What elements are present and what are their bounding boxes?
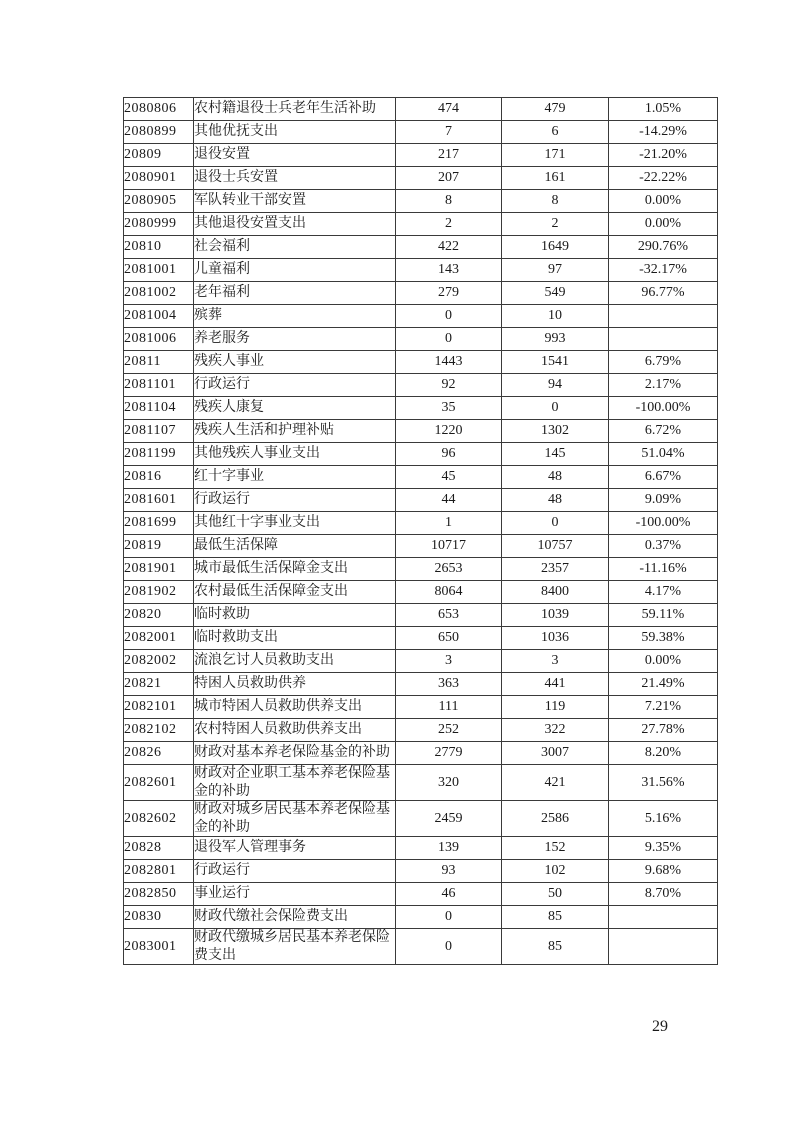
budget-value-cell: 7 xyxy=(396,121,502,144)
code-cell: 2081001 xyxy=(124,259,194,282)
change-percent-cell: -100.00% xyxy=(609,397,718,420)
table-row xyxy=(124,860,718,883)
code-cell: 2080806 xyxy=(124,98,194,121)
budget-value-cell: 474 xyxy=(396,98,502,121)
table-row xyxy=(124,604,718,627)
table-row xyxy=(124,167,718,190)
item-name-cell: 退役军人管理事务 xyxy=(194,837,396,860)
budget-value-cell: 2779 xyxy=(396,742,502,765)
table-row xyxy=(124,929,718,965)
change-percent-cell: 0.00% xyxy=(609,650,718,673)
table-row xyxy=(124,837,718,860)
change-percent-cell: -100.00% xyxy=(609,512,718,535)
budget-value-cell: 2653 xyxy=(396,558,502,581)
change-percent-cell: 9.68% xyxy=(609,860,718,883)
code-cell: 2080899 xyxy=(124,121,194,144)
table-row xyxy=(124,801,718,837)
budget-value-cell: 2 xyxy=(396,213,502,236)
item-name-cell: 行政运行 xyxy=(194,374,396,397)
final-value-cell: 1649 xyxy=(502,236,609,259)
final-value-cell: 3007 xyxy=(502,742,609,765)
code-cell: 20820 xyxy=(124,604,194,627)
budget-value-cell: 1220 xyxy=(396,420,502,443)
change-percent-cell: 31.56% xyxy=(609,765,718,801)
code-cell: 2082801 xyxy=(124,860,194,883)
code-cell: 2080905 xyxy=(124,190,194,213)
final-value-cell: 0 xyxy=(502,397,609,420)
item-name-cell: 其他优抚支出 xyxy=(194,121,396,144)
table-row xyxy=(124,765,718,801)
final-value-cell: 479 xyxy=(502,98,609,121)
budget-expenditure-table xyxy=(123,97,718,965)
item-name-cell: 养老服务 xyxy=(194,328,396,351)
change-percent-cell: 0.00% xyxy=(609,213,718,236)
table-row xyxy=(124,742,718,765)
budget-value-cell: 46 xyxy=(396,883,502,906)
budget-value-cell: 0 xyxy=(396,328,502,351)
table-row xyxy=(124,144,718,167)
table-row xyxy=(124,558,718,581)
code-cell: 2082001 xyxy=(124,627,194,650)
final-value-cell: 50 xyxy=(502,883,609,906)
budget-value-cell: 320 xyxy=(396,765,502,801)
code-cell: 2082102 xyxy=(124,719,194,742)
final-value-cell: 2586 xyxy=(502,801,609,837)
code-cell: 2082002 xyxy=(124,650,194,673)
final-value-cell: 10 xyxy=(502,305,609,328)
final-value-cell: 1036 xyxy=(502,627,609,650)
table-row xyxy=(124,420,718,443)
item-name-cell: 残疾人生活和护理补贴 xyxy=(194,420,396,443)
code-cell: 20826 xyxy=(124,742,194,765)
budget-value-cell: 35 xyxy=(396,397,502,420)
change-percent-cell: 2.17% xyxy=(609,374,718,397)
budget-value-cell: 1 xyxy=(396,512,502,535)
final-value-cell: 152 xyxy=(502,837,609,860)
table-row xyxy=(124,719,718,742)
final-value-cell: 94 xyxy=(502,374,609,397)
table-row xyxy=(124,374,718,397)
item-name-cell: 行政运行 xyxy=(194,489,396,512)
item-name-cell: 城市最低生活保障金支出 xyxy=(194,558,396,581)
code-cell: 20816 xyxy=(124,466,194,489)
final-value-cell: 85 xyxy=(502,929,609,965)
code-cell: 20821 xyxy=(124,673,194,696)
final-value-cell: 97 xyxy=(502,259,609,282)
change-percent-cell: 6.79% xyxy=(609,351,718,374)
item-name-cell: 社会福利 xyxy=(194,236,396,259)
table-row xyxy=(124,190,718,213)
item-name-cell: 农村特困人员救助供养支出 xyxy=(194,719,396,742)
item-name-cell: 红十字事业 xyxy=(194,466,396,489)
final-value-cell: 993 xyxy=(502,328,609,351)
change-percent-cell: 51.04% xyxy=(609,443,718,466)
final-value-cell: 102 xyxy=(502,860,609,883)
change-percent-cell: 8.20% xyxy=(609,742,718,765)
change-percent-cell: 1.05% xyxy=(609,98,718,121)
budget-value-cell: 3 xyxy=(396,650,502,673)
change-percent-cell: 6.67% xyxy=(609,466,718,489)
budget-value-cell: 44 xyxy=(396,489,502,512)
table-row xyxy=(124,627,718,650)
table-row xyxy=(124,650,718,673)
code-cell: 2081601 xyxy=(124,489,194,512)
table-row xyxy=(124,397,718,420)
change-percent-cell: 9.09% xyxy=(609,489,718,512)
final-value-cell: 2 xyxy=(502,213,609,236)
budget-value-cell: 0 xyxy=(396,305,502,328)
budget-value-cell: 0 xyxy=(396,906,502,929)
final-value-cell: 2357 xyxy=(502,558,609,581)
table-row xyxy=(124,696,718,719)
page-number: 29 xyxy=(652,1018,668,1035)
code-cell: 20828 xyxy=(124,837,194,860)
table-row xyxy=(124,213,718,236)
item-name-cell: 老年福利 xyxy=(194,282,396,305)
table-row xyxy=(124,98,718,121)
change-percent-cell: 5.16% xyxy=(609,801,718,837)
budget-value-cell: 96 xyxy=(396,443,502,466)
budget-value-cell: 143 xyxy=(396,259,502,282)
budget-table-body xyxy=(124,98,718,965)
change-percent-cell: 59.38% xyxy=(609,627,718,650)
budget-value-cell: 8064 xyxy=(396,581,502,604)
item-name-cell: 残疾人康复 xyxy=(194,397,396,420)
code-cell: 20809 xyxy=(124,144,194,167)
budget-value-cell: 111 xyxy=(396,696,502,719)
table-row xyxy=(124,328,718,351)
budget-value-cell: 279 xyxy=(396,282,502,305)
change-percent-cell: 0.37% xyxy=(609,535,718,558)
change-percent-cell: 0.00% xyxy=(609,190,718,213)
change-percent-cell xyxy=(609,929,718,965)
item-name-cell: 农村最低生活保障金支出 xyxy=(194,581,396,604)
table-row xyxy=(124,906,718,929)
table-row xyxy=(124,121,718,144)
table-row xyxy=(124,443,718,466)
code-cell: 20830 xyxy=(124,906,194,929)
change-percent-cell xyxy=(609,305,718,328)
item-name-cell: 军队转业干部安置 xyxy=(194,190,396,213)
final-value-cell: 8400 xyxy=(502,581,609,604)
code-cell: 20811 xyxy=(124,351,194,374)
change-percent-cell: 21.49% xyxy=(609,673,718,696)
change-percent-cell: 290.76% xyxy=(609,236,718,259)
item-name-cell: 财政对企业职工基本养老保险基金的补助 xyxy=(194,765,396,801)
budget-value-cell: 422 xyxy=(396,236,502,259)
budget-value-cell: 1443 xyxy=(396,351,502,374)
final-value-cell: 549 xyxy=(502,282,609,305)
item-name-cell: 退役士兵安置 xyxy=(194,167,396,190)
budget-value-cell: 653 xyxy=(396,604,502,627)
code-cell: 2081107 xyxy=(124,420,194,443)
change-percent-cell: 7.21% xyxy=(609,696,718,719)
table-row xyxy=(124,466,718,489)
final-value-cell: 441 xyxy=(502,673,609,696)
code-cell: 2082850 xyxy=(124,883,194,906)
code-cell: 2082101 xyxy=(124,696,194,719)
change-percent-cell: 27.78% xyxy=(609,719,718,742)
table-row xyxy=(124,673,718,696)
final-value-cell: 8 xyxy=(502,190,609,213)
change-percent-cell: -14.29% xyxy=(609,121,718,144)
final-value-cell: 48 xyxy=(502,466,609,489)
code-cell: 2081002 xyxy=(124,282,194,305)
item-name-cell: 财政代缴社会保险费支出 xyxy=(194,906,396,929)
table-row xyxy=(124,236,718,259)
final-value-cell: 1039 xyxy=(502,604,609,627)
table-row xyxy=(124,489,718,512)
budget-value-cell: 8 xyxy=(396,190,502,213)
final-value-cell: 10757 xyxy=(502,535,609,558)
item-name-cell: 临时救助 xyxy=(194,604,396,627)
item-name-cell: 农村籍退役士兵老年生活补助 xyxy=(194,98,396,121)
final-value-cell: 171 xyxy=(502,144,609,167)
change-percent-cell: -32.17% xyxy=(609,259,718,282)
item-name-cell: 退役安置 xyxy=(194,144,396,167)
code-cell: 2082601 xyxy=(124,765,194,801)
code-cell: 2081699 xyxy=(124,512,194,535)
final-value-cell: 0 xyxy=(502,512,609,535)
change-percent-cell: -21.20% xyxy=(609,144,718,167)
change-percent-cell: -22.22% xyxy=(609,167,718,190)
budget-value-cell: 217 xyxy=(396,144,502,167)
change-percent-cell: 9.35% xyxy=(609,837,718,860)
code-cell: 2081902 xyxy=(124,581,194,604)
change-percent-cell: 4.17% xyxy=(609,581,718,604)
item-name-cell: 财政代缴城乡居民基本养老保险费支出 xyxy=(194,929,396,965)
change-percent-cell xyxy=(609,906,718,929)
item-name-cell: 财政对城乡居民基本养老保险基金的补助 xyxy=(194,801,396,837)
final-value-cell: 322 xyxy=(502,719,609,742)
item-name-cell: 其他退役安置支出 xyxy=(194,213,396,236)
budget-value-cell: 139 xyxy=(396,837,502,860)
code-cell: 2081004 xyxy=(124,305,194,328)
budget-value-cell: 45 xyxy=(396,466,502,489)
budget-value-cell: 207 xyxy=(396,167,502,190)
code-cell: 2081901 xyxy=(124,558,194,581)
final-value-cell: 6 xyxy=(502,121,609,144)
table-row xyxy=(124,512,718,535)
table-row xyxy=(124,305,718,328)
final-value-cell: 161 xyxy=(502,167,609,190)
item-name-cell: 其他残疾人事业支出 xyxy=(194,443,396,466)
final-value-cell: 85 xyxy=(502,906,609,929)
final-value-cell: 119 xyxy=(502,696,609,719)
item-name-cell: 儿童福利 xyxy=(194,259,396,282)
final-value-cell: 1302 xyxy=(502,420,609,443)
code-cell: 2081006 xyxy=(124,328,194,351)
budget-value-cell: 10717 xyxy=(396,535,502,558)
table-row xyxy=(124,535,718,558)
change-percent-cell: 8.70% xyxy=(609,883,718,906)
final-value-cell: 3 xyxy=(502,650,609,673)
item-name-cell: 最低生活保障 xyxy=(194,535,396,558)
change-percent-cell xyxy=(609,328,718,351)
code-cell: 2081101 xyxy=(124,374,194,397)
change-percent-cell: 6.72% xyxy=(609,420,718,443)
code-cell: 2083001 xyxy=(124,929,194,965)
code-cell: 2081104 xyxy=(124,397,194,420)
item-name-cell: 财政对基本养老保险基金的补助 xyxy=(194,742,396,765)
item-name-cell: 行政运行 xyxy=(194,860,396,883)
item-name-cell: 城市特困人员救助供养支出 xyxy=(194,696,396,719)
code-cell: 2080999 xyxy=(124,213,194,236)
code-cell: 20819 xyxy=(124,535,194,558)
item-name-cell: 流浪乞讨人员救助支出 xyxy=(194,650,396,673)
change-percent-cell: 59.11% xyxy=(609,604,718,627)
item-name-cell: 殡葬 xyxy=(194,305,396,328)
table-row xyxy=(124,282,718,305)
table-row xyxy=(124,883,718,906)
budget-value-cell: 0 xyxy=(396,929,502,965)
table-row xyxy=(124,581,718,604)
budget-value-cell: 92 xyxy=(396,374,502,397)
budget-value-cell: 252 xyxy=(396,719,502,742)
table-row xyxy=(124,259,718,282)
budget-value-cell: 650 xyxy=(396,627,502,650)
table-row xyxy=(124,351,718,374)
budget-value-cell: 93 xyxy=(396,860,502,883)
change-percent-cell: 96.77% xyxy=(609,282,718,305)
item-name-cell: 事业运行 xyxy=(194,883,396,906)
item-name-cell: 临时救助支出 xyxy=(194,627,396,650)
final-value-cell: 48 xyxy=(502,489,609,512)
budget-value-cell: 2459 xyxy=(396,801,502,837)
code-cell: 20810 xyxy=(124,236,194,259)
code-cell: 2080901 xyxy=(124,167,194,190)
item-name-cell: 残疾人事业 xyxy=(194,351,396,374)
code-cell: 2081199 xyxy=(124,443,194,466)
item-name-cell: 其他红十字事业支出 xyxy=(194,512,396,535)
final-value-cell: 1541 xyxy=(502,351,609,374)
change-percent-cell: -11.16% xyxy=(609,558,718,581)
budget-value-cell: 363 xyxy=(396,673,502,696)
final-value-cell: 421 xyxy=(502,765,609,801)
final-value-cell: 145 xyxy=(502,443,609,466)
item-name-cell: 特困人员救助供养 xyxy=(194,673,396,696)
code-cell: 2082602 xyxy=(124,801,194,837)
